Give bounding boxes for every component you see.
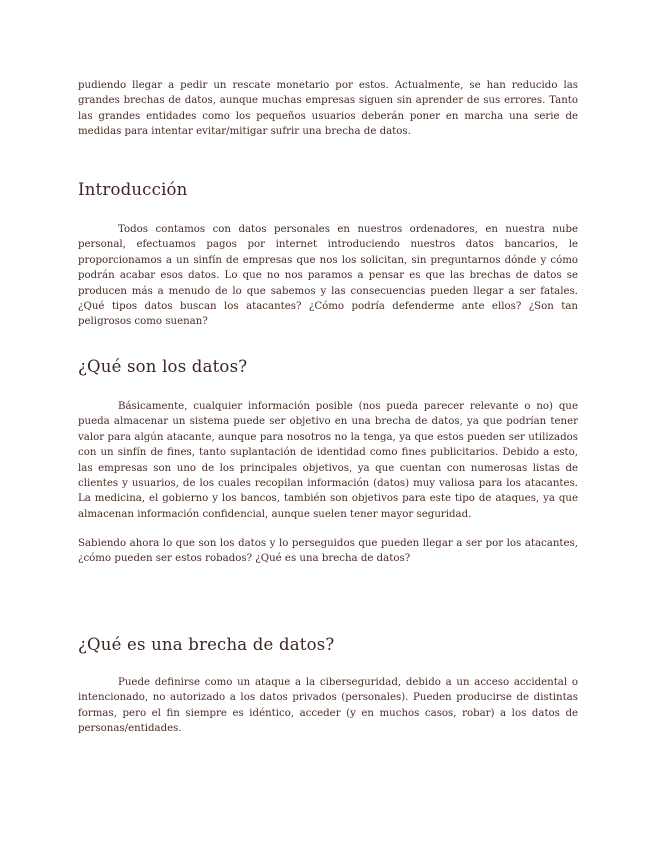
- section-que-son-los-datos-body-2: [78, 536, 578, 567]
- section-heading-que-es-una-brecha: ¿Qué es una brecha de datos?: [78, 635, 335, 654]
- introduccion-paragraph: Todos contamos con datos personales en nuestros ordenadores, en nuestra nube personal, efectuamos pagos por internet introduciendo nuestros datos bancarios, le proporcionamos a un sinfín de empresas que nos los solicitan, sin preguntarnos dónde y cómo podrán acabar esos datos. Lo que no nos paramos a pensar es que las brechas de datos se producen más a menudo de lo que sabemos y las consecuencias pueden llegar a ser fatales. ¿Qué tipos datos buscan los atacantes? ¿Cómo podría defenderme ante ellos? ¿Son tan peligrosos como suenan?: [78, 224, 578, 328]
- section-que-son-los-datos-body: [78, 399, 578, 522]
- datos-paragraph-1: Básicamente, cualquier información posible (nos pueda parecer relevante o no) que pueda almacenar un sistema puede ser objetivo en una brecha de datos, ya que podrían tener valor para algún atacante, aunque para nosotros no la tenga, ya que estos pueden ser utilizados con un sinfín de fines, tanto suplantación de identidad como fines publicitarios. Debido a esto, las empresas son uno de los principales objetivos, ya que cuentan con numerosas listas de clientes y usuarios, de los cuales recopilan información (datos) muy valiosa para los atacantes. La medicina, el gobierno y los bancos, también son objetivos para este tipo de ataques, ya que almacenan información confidencial, aunque suelen tener mayor seguridad.: [78, 401, 578, 520]
- section-que-es-una-brecha: [78, 635, 578, 654]
- continuation-paragraph: pudiendo llegar a pedir un rescate monetario por estos. Actualmente, se han reducido las grandes brechas de datos, aunque muchas empresas siguen sin aprender de sus errores. Tanto las grandes entidades como los pequeños usuarios deberán poner en marcha una serie de medidas para intentar evitar/mitigar sufrir una brecha de datos.: [78, 80, 578, 138]
- section-que-es-una-brecha-body: [78, 675, 578, 737]
- section-introduccion-body: [78, 222, 578, 330]
- brecha-paragraph: Puede definirse como un ataque a la ciberseguridad, debido a un acceso accidental o intencionado, no autorizado a los datos privados (personales). Pueden producirse de distintas formas, pero el fin siempre es idéntico, acceder (y en muchos casos, robar) a los datos de personas/entidades.: [78, 677, 578, 735]
- continuation-paragraph-block: [78, 78, 578, 140]
- section-introduccion: [78, 180, 578, 199]
- section-heading-que-son-los-datos: ¿Qué son los datos?: [78, 357, 248, 376]
- datos-paragraph-2: Sabiendo ahora lo que son los datos y lo perseguidos que pueden llegar a ser por los atacantes, ¿cómo pueden ser estos robados? ¿Qué es una brecha de datos?: [78, 538, 578, 565]
- section-heading-introduccion: Introducción: [78, 180, 188, 199]
- section-que-son-los-datos: [78, 357, 578, 376]
